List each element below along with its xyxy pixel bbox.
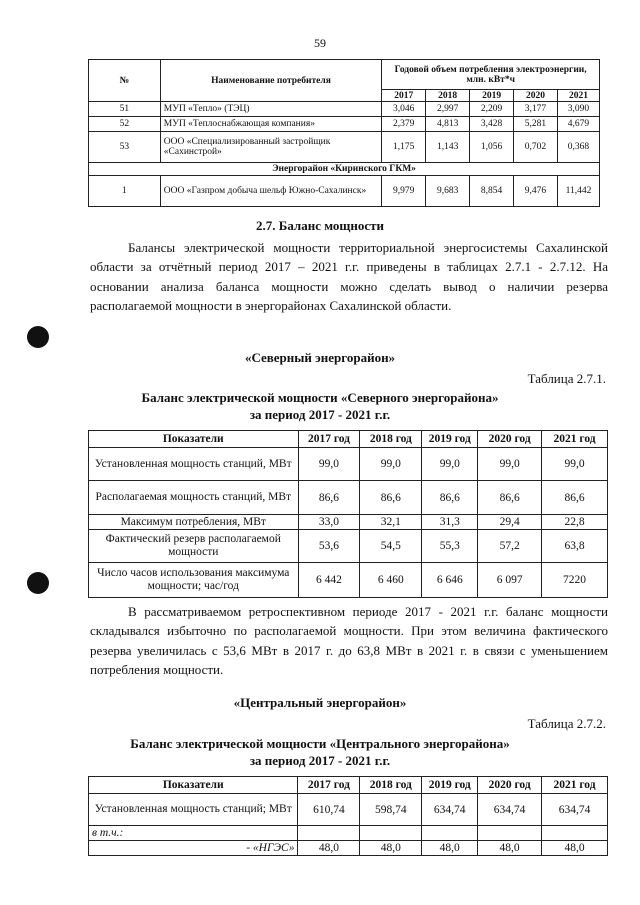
value-cell: 634,74 (542, 794, 608, 826)
row-number: 52 (89, 117, 161, 132)
indicator-label: Число часов использования максимума мощности; час/год (89, 563, 299, 598)
value-cell: 86,6 (478, 481, 542, 515)
table-row (89, 530, 608, 563)
header-consumer-name: Наименование потребителя (160, 60, 382, 102)
value-cell (542, 826, 608, 841)
header-year: 2017 год (298, 431, 360, 448)
indicator-label: - «НГЭС» (89, 841, 298, 856)
value-cell: 634,74 (478, 794, 542, 826)
value-cell: 634,74 (422, 794, 478, 826)
value-cell: 48,0 (542, 841, 608, 856)
value-cell: 1,143 (426, 132, 470, 163)
value-cell: 6 097 (478, 563, 542, 598)
value-cell: 2,997 (426, 102, 470, 117)
north-table-title-line1: Баланс электрической мощности «Северного энергорайона» (141, 390, 499, 405)
value-cell: 2,379 (382, 117, 426, 132)
north-conclusion: В рассматриваемом ретроспективном периоде 2017 - 2021 г.г. баланс мощности складывался избыточно по располагаемой мощности. При этом величина фактического резерва увеличилась с 53,6 МВт в 2017 г. до 63,8 МВт в 2021 г. в связи с уменьшением потребления мощности. (90, 604, 608, 678)
value-cell: 7220 (542, 563, 608, 598)
table-row (89, 176, 600, 207)
value-cell: 8,854 (470, 176, 514, 207)
indicator-label: Фактический резерв располагаемой мощности (89, 530, 299, 563)
sub-label: в т.ч.: (89, 826, 298, 841)
value-cell: 9,979 (382, 176, 426, 207)
header-indicator: Показатели (89, 777, 298, 794)
value-cell: 6 442 (298, 563, 360, 598)
value-cell: 0,368 (557, 132, 599, 163)
value-cell: 4,679 (557, 117, 599, 132)
table-row (89, 448, 608, 481)
central-table-title-line1: Баланс электрической мощности «Центрального энергорайона» (130, 736, 510, 751)
value-cell: 29,4 (478, 515, 542, 530)
value-cell: 86,6 (422, 481, 478, 515)
consumers-table (88, 59, 600, 207)
header-year: 2019 год (422, 431, 478, 448)
indicator-label: Установленная мощность станций; МВт (89, 794, 298, 826)
consumer-name: ООО «Газпром добыча шельф Южно-Сахалинск» (160, 176, 382, 207)
north-table-title (0, 389, 640, 423)
value-cell: 55,3 (422, 530, 478, 563)
north-region-title: «Северный энергорайон» (244, 350, 396, 365)
header-year: 2019 год (422, 777, 478, 794)
value-cell: 6 646 (422, 563, 478, 598)
value-cell: 86,6 (542, 481, 608, 515)
north-table-caption: Таблица 2.7.1. (527, 371, 606, 386)
value-cell: 3,177 (514, 102, 558, 117)
header-year: 2021 год (542, 777, 608, 794)
value-cell: 5,281 (514, 117, 558, 132)
page-number: 59 (314, 36, 326, 50)
table-row (89, 563, 608, 598)
value-cell: 99,0 (422, 448, 478, 481)
value-cell: 1,175 (382, 132, 426, 163)
value-cell: 48,0 (298, 841, 360, 856)
value-cell: 31,3 (422, 515, 478, 530)
value-cell: 63,8 (542, 530, 608, 563)
value-cell: 9,476 (514, 176, 558, 207)
value-cell: 4,813 (426, 117, 470, 132)
header-year: 2021 (557, 90, 599, 102)
value-cell: 11,442 (557, 176, 599, 207)
header-num: № (89, 60, 161, 102)
indicator-label: Располагаемая мощность станций, МВт (89, 481, 299, 515)
header-year: 2018 (426, 90, 470, 102)
binder-hole (27, 326, 49, 348)
value-cell: 54,5 (360, 530, 422, 563)
north-balance-table (88, 430, 608, 598)
central-table-caption: Таблица 2.7.2. (527, 716, 606, 731)
value-cell (360, 826, 422, 841)
table-row (89, 102, 600, 117)
value-cell: 2,209 (470, 102, 514, 117)
header-year: 2020 год (478, 431, 542, 448)
value-cell: 610,74 (298, 794, 360, 826)
value-cell: 99,0 (542, 448, 608, 481)
section-title: 2.7. Баланс мощности (255, 218, 385, 233)
value-cell: 57,2 (478, 530, 542, 563)
header-year: 2017 (382, 90, 426, 102)
value-cell: 48,0 (360, 841, 422, 856)
table-row (89, 515, 608, 530)
header-indicator: Показатели (89, 431, 299, 448)
value-cell: 22,8 (542, 515, 608, 530)
value-cell: 48,0 (478, 841, 542, 856)
value-cell: 598,74 (360, 794, 422, 826)
header-consumption-group: Годовой объем потребления электроэнергии, млн. кВт*ч (382, 60, 600, 90)
central-table-title (0, 735, 640, 769)
north-table-title-line2: за период 2017 - 2021 г.г. (249, 407, 391, 422)
central-region-title: «Центральный энергорайон» (233, 695, 407, 710)
value-cell: 99,0 (298, 448, 360, 481)
row-number: 1 (89, 176, 161, 207)
indicator-label: Максимум потребления, МВт (89, 515, 299, 530)
row-number: 51 (89, 102, 161, 117)
value-cell: 33,0 (298, 515, 360, 530)
table-row (89, 841, 608, 856)
table-row (89, 794, 608, 826)
header-year: 2020 (514, 90, 558, 102)
consumer-name: ООО «Специализированный застройщик «Сахинстрой» (160, 132, 382, 163)
table-row (89, 826, 608, 841)
value-cell: 86,6 (360, 481, 422, 515)
header-year: 2017 год (298, 777, 360, 794)
value-cell: 0,702 (514, 132, 558, 163)
header-year: 2021 год (542, 431, 608, 448)
central-table-title-line2: за период 2017 - 2021 г.г. (249, 753, 391, 768)
value-cell: 48,0 (422, 841, 478, 856)
value-cell (478, 826, 542, 841)
value-cell: 99,0 (360, 448, 422, 481)
value-cell: 3,090 (557, 102, 599, 117)
binder-hole (27, 572, 49, 594)
section-intro: Балансы электрической мощности территориальной энергосистемы Сахалинской области за отчётный период 2017 – 2021 г.г. приведены в таблицах 2.7.1 - 2.7.12. На основании анализа баланса мощности можно сделать вывод о наличии резерва располагаемой мощности в энергорайонах Сахалинской области. (90, 240, 608, 314)
central-balance-table (88, 776, 608, 856)
indicator-label: Установленная мощность станций, МВт (89, 448, 299, 481)
header-year: 2020 год (478, 777, 542, 794)
value-cell: 53,6 (298, 530, 360, 563)
value-cell: 3,428 (470, 117, 514, 132)
value-cell: 32,1 (360, 515, 422, 530)
table-row (89, 132, 600, 163)
value-cell: 1,056 (470, 132, 514, 163)
value-cell: 99,0 (478, 448, 542, 481)
header-year: 2018 год (360, 431, 422, 448)
value-cell: 86,6 (298, 481, 360, 515)
table-row (89, 481, 608, 515)
consumer-name: МУП «Тепло» (ТЭЦ) (160, 102, 382, 117)
consumer-name: МУП «Теплоснабжающая компания» (160, 117, 382, 132)
value-cell: 3,046 (382, 102, 426, 117)
value-cell (422, 826, 478, 841)
value-cell: 6 460 (360, 563, 422, 598)
header-year: 2018 год (360, 777, 422, 794)
region-row (89, 163, 600, 176)
header-year: 2019 (470, 90, 514, 102)
row-number: 53 (89, 132, 161, 163)
table-row (89, 117, 600, 132)
value-cell (298, 826, 360, 841)
region-label: Энергорайон «Киринского ГКМ» (89, 163, 600, 176)
value-cell: 9,683 (426, 176, 470, 207)
